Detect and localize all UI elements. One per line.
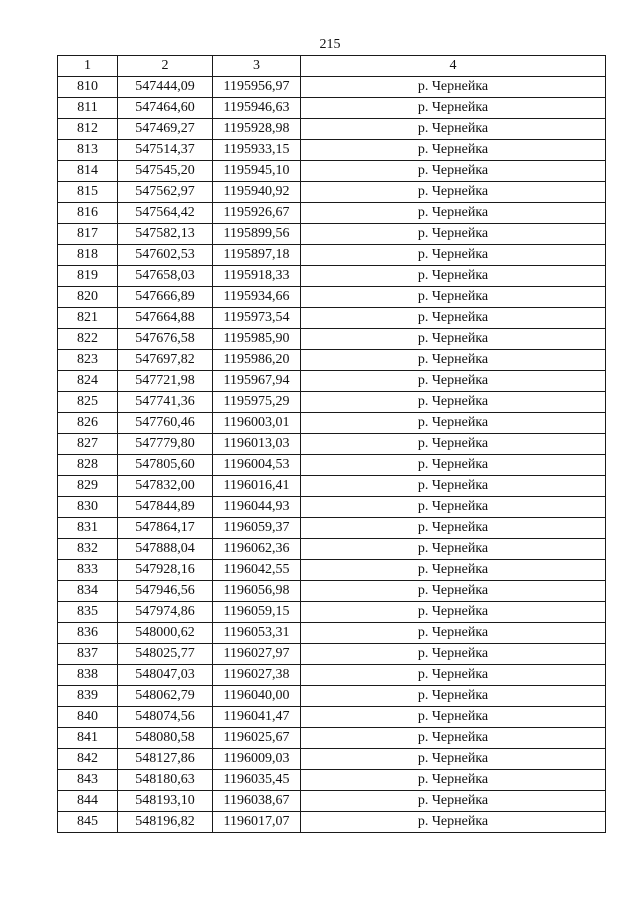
point-number-cell: 816 (58, 203, 118, 224)
table-row (58, 329, 606, 350)
x-coordinate-cell: 548062,79 (118, 686, 213, 707)
table-header-row (58, 56, 606, 77)
description-cell: р. Чернейка (301, 434, 606, 455)
x-coordinate-cell: 548025,77 (118, 644, 213, 665)
x-coordinate-cell: 548080,58 (118, 728, 213, 749)
point-number-cell: 825 (58, 392, 118, 413)
point-number-cell: 823 (58, 350, 118, 371)
point-number-cell: 820 (58, 287, 118, 308)
point-number-cell: 841 (58, 728, 118, 749)
table-row (58, 623, 606, 644)
y-coordinate-cell: 1196016,41 (213, 476, 301, 497)
x-coordinate-cell: 547658,03 (118, 266, 213, 287)
description-cell: р. Чернейка (301, 182, 606, 203)
table-row (58, 476, 606, 497)
point-number-cell: 834 (58, 581, 118, 602)
y-coordinate-cell: 1195967,94 (213, 371, 301, 392)
y-coordinate-cell: 1195973,54 (213, 308, 301, 329)
description-cell: р. Чернейка (301, 539, 606, 560)
table-row (58, 182, 606, 203)
table-row (58, 539, 606, 560)
description-cell: р. Чернейка (301, 644, 606, 665)
point-number-cell: 817 (58, 224, 118, 245)
table-row (58, 581, 606, 602)
y-coordinate-cell: 1195897,18 (213, 245, 301, 266)
x-coordinate-cell: 548074,56 (118, 707, 213, 728)
description-cell: р. Чернейка (301, 392, 606, 413)
y-coordinate-cell: 1196053,31 (213, 623, 301, 644)
x-coordinate-cell: 548000,62 (118, 623, 213, 644)
point-number-cell: 822 (58, 329, 118, 350)
table-row (58, 455, 606, 476)
x-coordinate-cell: 547741,36 (118, 392, 213, 413)
y-coordinate-cell: 1196038,67 (213, 791, 301, 812)
point-number-cell: 826 (58, 413, 118, 434)
point-number-cell: 833 (58, 560, 118, 581)
point-number-cell: 811 (58, 98, 118, 119)
table-row (58, 497, 606, 518)
y-coordinate-cell: 1196003,01 (213, 413, 301, 434)
description-cell: р. Чернейка (301, 371, 606, 392)
description-cell: р. Чернейка (301, 287, 606, 308)
description-cell: р. Чернейка (301, 476, 606, 497)
x-coordinate-cell: 548127,86 (118, 749, 213, 770)
table-row (58, 707, 606, 728)
point-number-cell: 839 (58, 686, 118, 707)
point-number-cell: 844 (58, 791, 118, 812)
x-coordinate-cell: 547664,88 (118, 308, 213, 329)
point-number-cell: 827 (58, 434, 118, 455)
y-coordinate-cell: 1196042,55 (213, 560, 301, 581)
description-cell: р. Чернейка (301, 203, 606, 224)
point-number-cell: 843 (58, 770, 118, 791)
x-coordinate-cell: 547779,80 (118, 434, 213, 455)
y-coordinate-cell: 1195934,66 (213, 287, 301, 308)
description-cell: р. Чернейка (301, 77, 606, 98)
table-row (58, 686, 606, 707)
point-number-cell: 828 (58, 455, 118, 476)
y-coordinate-cell: 1195918,33 (213, 266, 301, 287)
table-row (58, 266, 606, 287)
table-row (58, 812, 606, 833)
table-row (58, 770, 606, 791)
x-coordinate-cell: 547514,37 (118, 140, 213, 161)
x-coordinate-cell: 547676,58 (118, 329, 213, 350)
y-coordinate-cell: 1195899,56 (213, 224, 301, 245)
y-coordinate-cell: 1196027,38 (213, 665, 301, 686)
table-row (58, 308, 606, 329)
point-number-cell: 819 (58, 266, 118, 287)
point-number-cell: 812 (58, 119, 118, 140)
x-coordinate-cell: 548193,10 (118, 791, 213, 812)
description-cell: р. Чернейка (301, 560, 606, 581)
description-cell: р. Чернейка (301, 770, 606, 791)
table-row (58, 644, 606, 665)
coordinates-table (57, 55, 606, 833)
y-coordinate-cell: 1196040,00 (213, 686, 301, 707)
x-coordinate-cell: 547946,56 (118, 581, 213, 602)
description-cell: р. Чернейка (301, 581, 606, 602)
description-cell: р. Чернейка (301, 812, 606, 833)
y-coordinate-cell: 1196059,15 (213, 602, 301, 623)
table-row (58, 203, 606, 224)
table-row (58, 77, 606, 98)
table-row (58, 518, 606, 539)
y-coordinate-cell: 1196013,03 (213, 434, 301, 455)
y-coordinate-cell: 1196044,93 (213, 497, 301, 518)
description-cell: р. Чернейка (301, 728, 606, 749)
column-header-3: 3 (213, 56, 301, 77)
x-coordinate-cell: 548196,82 (118, 812, 213, 833)
x-coordinate-cell: 547805,60 (118, 455, 213, 476)
table-row (58, 749, 606, 770)
x-coordinate-cell: 547562,97 (118, 182, 213, 203)
x-coordinate-cell: 547832,00 (118, 476, 213, 497)
x-coordinate-cell: 548180,63 (118, 770, 213, 791)
page-number: 215 (319, 37, 341, 52)
point-number-cell: 845 (58, 812, 118, 833)
table-row (58, 161, 606, 182)
y-coordinate-cell: 1196035,45 (213, 770, 301, 791)
description-cell: р. Чернейка (301, 497, 606, 518)
description-cell: р. Чернейка (301, 245, 606, 266)
y-coordinate-cell: 1196041,47 (213, 707, 301, 728)
table-row (58, 665, 606, 686)
y-coordinate-cell: 1196009,03 (213, 749, 301, 770)
table-row (58, 98, 606, 119)
x-coordinate-cell: 547760,46 (118, 413, 213, 434)
column-header-2: 2 (118, 56, 213, 77)
description-cell: р. Чернейка (301, 140, 606, 161)
point-number-cell: 830 (58, 497, 118, 518)
description-cell: р. Чернейка (301, 350, 606, 371)
table-row (58, 434, 606, 455)
description-cell: р. Чернейка (301, 686, 606, 707)
y-coordinate-cell: 1195946,63 (213, 98, 301, 119)
point-number-cell: 836 (58, 623, 118, 644)
y-coordinate-cell: 1196025,67 (213, 728, 301, 749)
x-coordinate-cell: 547928,16 (118, 560, 213, 581)
point-number-cell: 840 (58, 707, 118, 728)
description-cell: р. Чернейка (301, 308, 606, 329)
x-coordinate-cell: 547697,82 (118, 350, 213, 371)
x-coordinate-cell: 547974,86 (118, 602, 213, 623)
y-coordinate-cell: 1195975,29 (213, 392, 301, 413)
description-cell: р. Чернейка (301, 791, 606, 812)
description-cell: р. Чернейка (301, 665, 606, 686)
y-coordinate-cell: 1195940,92 (213, 182, 301, 203)
x-coordinate-cell: 547582,13 (118, 224, 213, 245)
y-coordinate-cell: 1195945,10 (213, 161, 301, 182)
column-header-4: 4 (301, 56, 606, 77)
description-cell: р. Чернейка (301, 161, 606, 182)
description-cell: р. Чернейка (301, 749, 606, 770)
point-number-cell: 838 (58, 665, 118, 686)
description-cell: р. Чернейка (301, 707, 606, 728)
x-coordinate-cell: 548047,03 (118, 665, 213, 686)
table-row (58, 119, 606, 140)
point-number-cell: 813 (58, 140, 118, 161)
y-coordinate-cell: 1195985,90 (213, 329, 301, 350)
column-header-1: 1 (58, 56, 118, 77)
point-number-cell: 832 (58, 539, 118, 560)
x-coordinate-cell: 547864,17 (118, 518, 213, 539)
x-coordinate-cell: 547666,89 (118, 287, 213, 308)
x-coordinate-cell: 547888,04 (118, 539, 213, 560)
y-coordinate-cell: 1195933,15 (213, 140, 301, 161)
table-row (58, 287, 606, 308)
point-number-cell: 837 (58, 644, 118, 665)
y-coordinate-cell: 1196062,36 (213, 539, 301, 560)
description-cell: р. Чернейка (301, 623, 606, 644)
point-number-cell: 835 (58, 602, 118, 623)
point-number-cell: 810 (58, 77, 118, 98)
table-row (58, 392, 606, 413)
point-number-cell: 824 (58, 371, 118, 392)
x-coordinate-cell: 547545,20 (118, 161, 213, 182)
table-row (58, 560, 606, 581)
table-row (58, 791, 606, 812)
description-cell: р. Чернейка (301, 602, 606, 623)
x-coordinate-cell: 547469,27 (118, 119, 213, 140)
y-coordinate-cell: 1196017,07 (213, 812, 301, 833)
y-coordinate-cell: 1196056,98 (213, 581, 301, 602)
table-body (58, 77, 606, 833)
point-number-cell: 831 (58, 518, 118, 539)
x-coordinate-cell: 547464,60 (118, 98, 213, 119)
table-header (58, 56, 606, 77)
x-coordinate-cell: 547602,53 (118, 245, 213, 266)
description-cell: р. Чернейка (301, 413, 606, 434)
point-number-cell: 814 (58, 161, 118, 182)
x-coordinate-cell: 547564,42 (118, 203, 213, 224)
point-number-cell: 815 (58, 182, 118, 203)
y-coordinate-cell: 1195956,97 (213, 77, 301, 98)
x-coordinate-cell: 547844,89 (118, 497, 213, 518)
y-coordinate-cell: 1195986,20 (213, 350, 301, 371)
table-row (58, 602, 606, 623)
y-coordinate-cell: 1196004,53 (213, 455, 301, 476)
description-cell: р. Чернейка (301, 455, 606, 476)
table-row (58, 350, 606, 371)
y-coordinate-cell: 1196027,97 (213, 644, 301, 665)
description-cell: р. Чернейка (301, 518, 606, 539)
point-number-cell: 842 (58, 749, 118, 770)
table-row (58, 245, 606, 266)
table-row (58, 371, 606, 392)
point-number-cell: 829 (58, 476, 118, 497)
table-row (58, 140, 606, 161)
y-coordinate-cell: 1195928,98 (213, 119, 301, 140)
description-cell: р. Чернейка (301, 329, 606, 350)
description-cell: р. Чернейка (301, 119, 606, 140)
point-number-cell: 821 (58, 308, 118, 329)
description-cell: р. Чернейка (301, 266, 606, 287)
description-cell: р. Чернейка (301, 98, 606, 119)
point-number-cell: 818 (58, 245, 118, 266)
description-cell: р. Чернейка (301, 224, 606, 245)
table-row (58, 413, 606, 434)
y-coordinate-cell: 1196059,37 (213, 518, 301, 539)
x-coordinate-cell: 547721,98 (118, 371, 213, 392)
table-row (58, 728, 606, 749)
x-coordinate-cell: 547444,09 (118, 77, 213, 98)
table-row (58, 224, 606, 245)
y-coordinate-cell: 1195926,67 (213, 203, 301, 224)
